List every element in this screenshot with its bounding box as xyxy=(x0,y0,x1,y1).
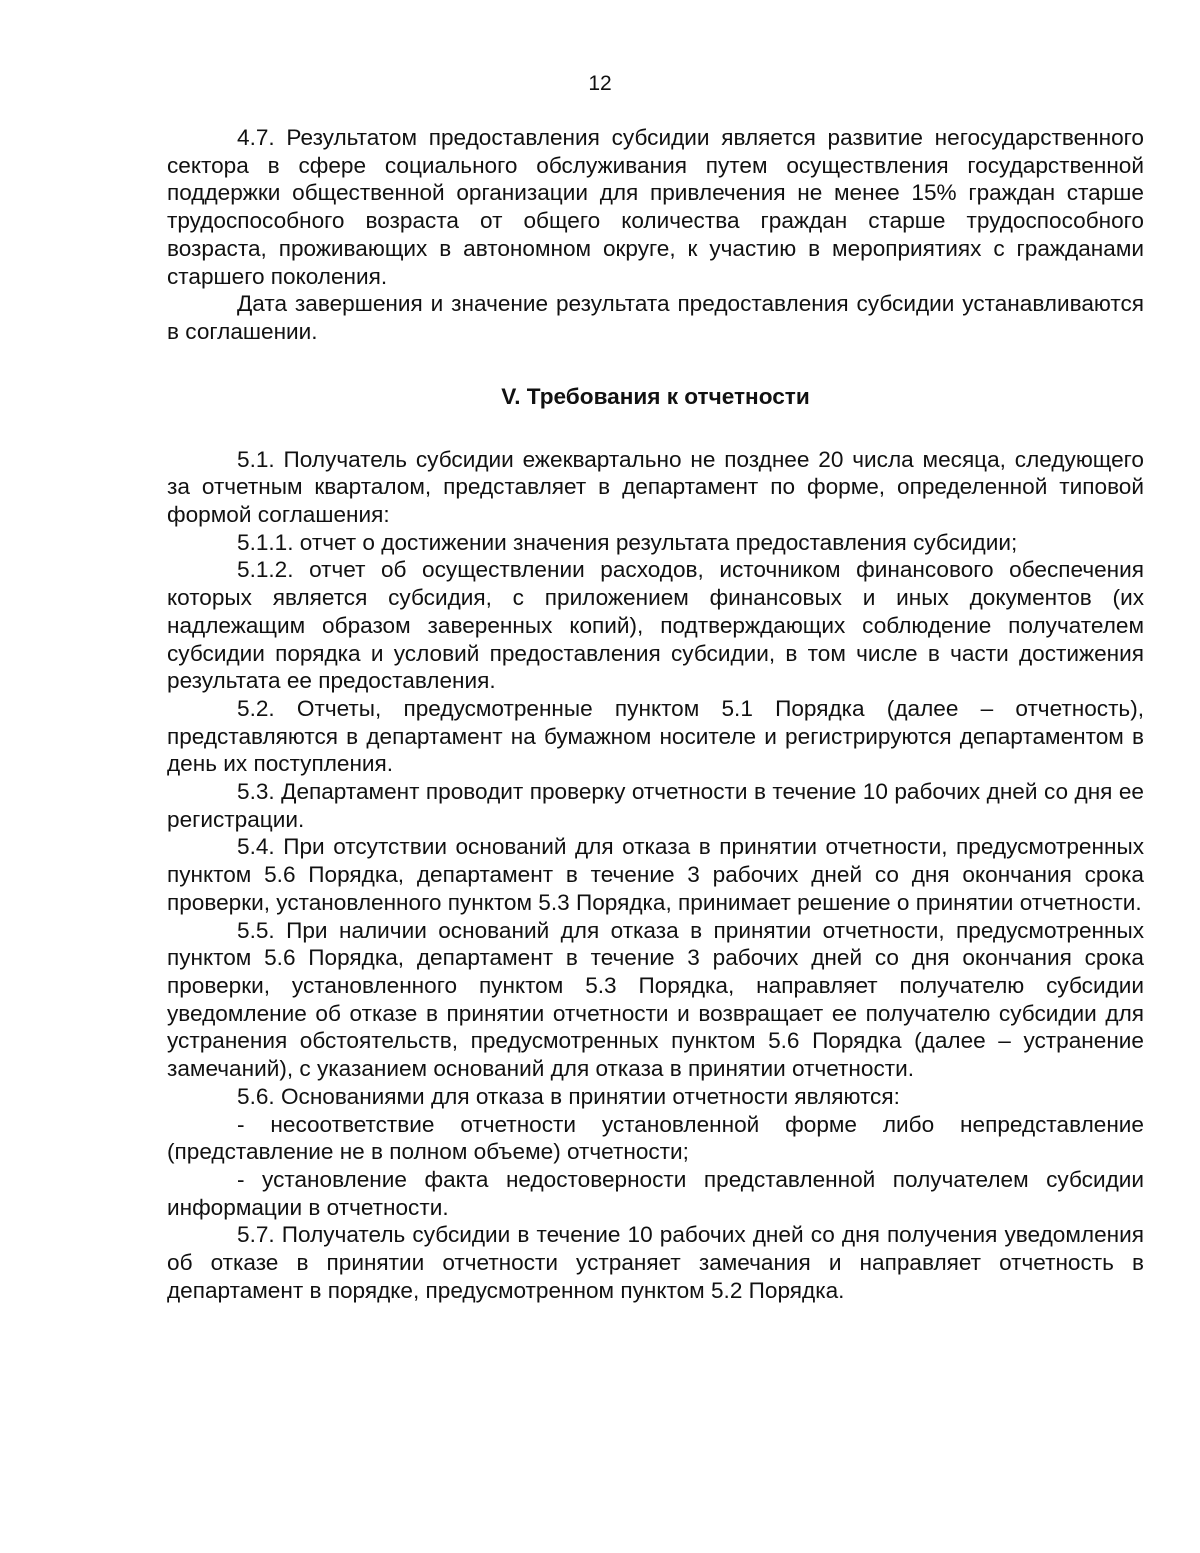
paragraph-5-1-2: 5.1.2. отчет об осуществлении расходов, источником финансового обеспечения которых является субсидия, с приложением финансовых и иных документов (их надлежащим образом заверенных копий), подтверждающих соблюдение получателем субсидии порядка и условий предоставления субсидии, в том числе в части достижения результата ее предоставления. xyxy=(167,557,1144,694)
paragraph-5-6: 5.6. Основаниями для отказа в принятии отчетности являются: xyxy=(237,1083,900,1109)
section-heading: V. Требования к отчетности xyxy=(501,383,810,409)
paragraph-5-6-item-2: - установление факта недостоверности представленной получателем субсидии информации в отчетности. xyxy=(167,1166,1144,1220)
paragraph-5-1: 5.1. Получатель субсидии ежеквартально не позднее 20 числа месяца, следующего за отчетным кварталом, представляет в департамент по форме, определенной типовой формой соглашения: xyxy=(167,446,1144,528)
paragraph-5-4: 5.4. При отсутствии оснований для отказа в принятии отчетности, предусмотренных пунктом 5.6 Порядка, департамент в течение 3 рабочих дней со дня окончания срока проверки, установленного пунктом 5.3 Порядка, принимает решение о принятии отчетности. xyxy=(167,834,1144,915)
paragraph-5-2: 5.2. Отчеты, предусмотренные пунктом 5.1 Порядка (далее – отчетность), представляются в департамент на бумажном носителе и регистрируются департаментом в день их поступления. xyxy=(167,695,1144,777)
paragraph-5-5: 5.5. При наличии оснований для отказа в принятии отчетности, предусмотренных пунктом 5.6 Порядка, департамент в течение 3 рабочих дней со дня окончания срока проверки, установленного пунктом 5.3 Порядка, направляет получателю субсидии уведомление об отказе в принятии отчетности и возвращает ее получателю субсидии для устранения обстоятельств, предусмотренных пунктом 5.6 Порядка (далее – устранение замечаний), с указанием оснований для отказа в принятии отчетности. xyxy=(167,917,1144,1082)
page-number: 12 xyxy=(588,72,612,95)
paragraph-5-6-item-1: - несоответствие отчетности установленной форме либо непредставление (представление не в полном объеме) отчетности; xyxy=(167,1111,1144,1165)
paragraph-result-date: Дата завершения и значение результата предоставления субсидии устанавливаются в соглашении. xyxy=(167,291,1144,344)
paragraph-5-1-1: 5.1.1. отчет о достижении значения результата предоставления субсидии; xyxy=(237,529,1018,555)
document-body xyxy=(167,124,1144,1304)
paragraph-4-7: 4.7. Результатом предоставления субсидии является развитие негосударственного сектора в сфере социального обслуживания путем осуществления государственной поддержки общественной организации для привлечения не менее 15% граждан старше трудоспособного возраста от общего количества граждан старше трудоспособного возраста, проживающих в автономном округе, к участию в мероприятиях с гражданами старшего поколения. xyxy=(167,125,1144,289)
paragraph-5-7: 5.7. Получатель субсидии в течение 10 рабочих дней со дня получения уведомления об отказе в принятии отчетности устраняет замечания и направляет отчетность в департамент в порядке, предусмотренном пунктом 5.2 Порядка. xyxy=(167,1222,1144,1303)
paragraph-5-3: 5.3. Департамент проводит проверку отчетности в течение 10 рабочих дней со дня ее регистрации. xyxy=(167,779,1144,832)
